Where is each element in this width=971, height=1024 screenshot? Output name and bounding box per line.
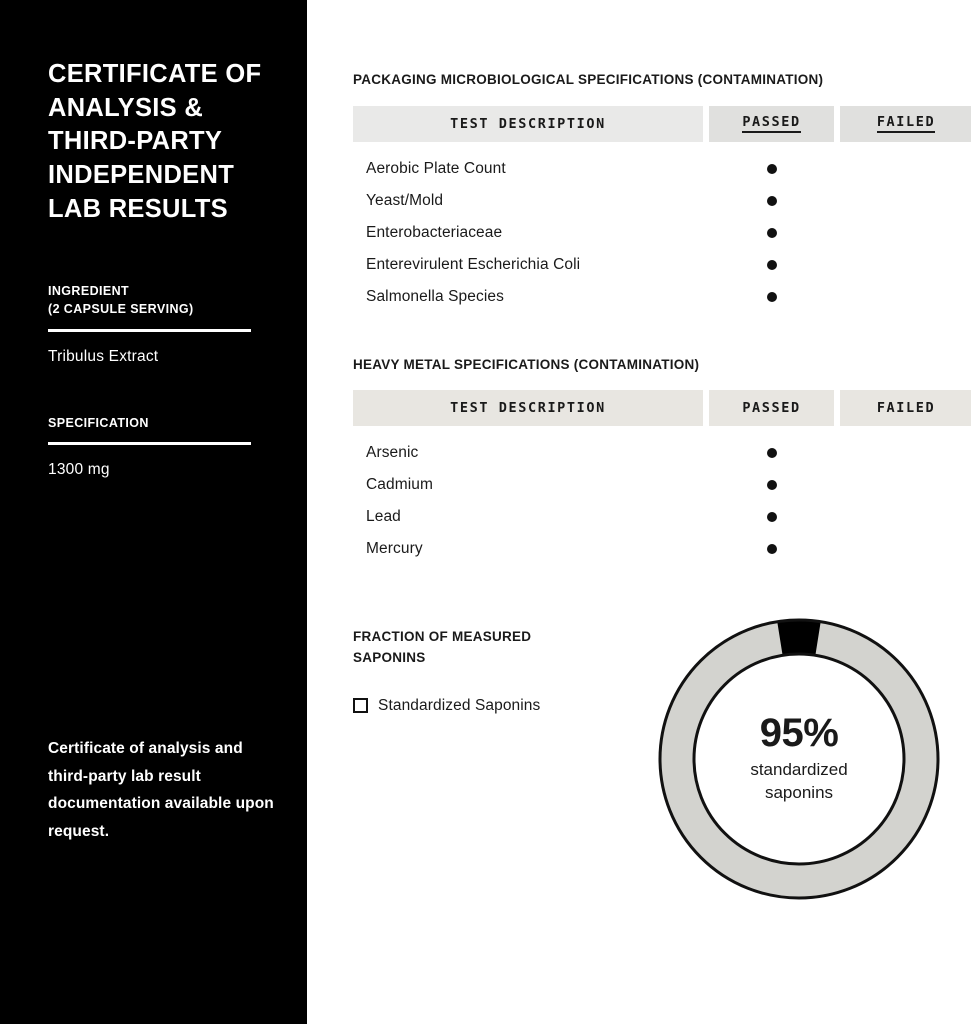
cell-passed	[709, 292, 834, 302]
cell-passed	[709, 164, 834, 174]
passed-dot-icon	[767, 196, 777, 206]
column-header-passed-label: PASSED	[742, 400, 801, 417]
table-row	[353, 153, 971, 185]
saponins-title-line1: FRACTION OF MEASURED	[353, 629, 532, 645]
microbiological-section	[353, 70, 971, 313]
table-row	[353, 469, 971, 501]
column-header-passed-label: PASSED	[742, 114, 800, 133]
passed-dot-icon	[767, 512, 777, 522]
saponins-section-title	[353, 627, 613, 669]
table-header-row	[353, 390, 971, 426]
heavy-metal-table	[353, 390, 971, 565]
cell-passed	[709, 228, 834, 238]
ingredient-divider	[48, 329, 251, 332]
column-header-test-description	[353, 106, 703, 142]
donut-subtitle-line2: saponins	[764, 783, 834, 803]
passed-dot-icon	[767, 544, 777, 554]
specification-value: 1300 mg	[48, 460, 110, 478]
cell-test-description: Aerobic Plate Count	[366, 159, 506, 177]
cell-passed	[709, 448, 834, 458]
ingredient-block	[48, 282, 263, 365]
content-area	[307, 0, 971, 1024]
sidebar	[0, 0, 307, 1024]
passed-dot-icon	[767, 260, 777, 270]
cell-test-description: Enterevirulent Escherichia Coli	[366, 255, 581, 273]
cell-passed	[709, 196, 834, 206]
page-title: CERTIFICATE OF ANALYSIS & THIRD-PARTY INDEPENDENT LAB RESULTS	[48, 60, 262, 223]
donut-subtitle-line1: standardized	[750, 760, 848, 780]
cell-passed	[709, 544, 834, 554]
column-header-failed-label: FAILED	[876, 400, 936, 417]
table-row	[353, 533, 971, 565]
ingredient-value: Tribulus Extract	[48, 347, 159, 365]
cell-test-description: Cadmium	[366, 476, 434, 494]
column-header-failed-label: FAILED	[877, 114, 935, 133]
heavy-metal-section-title: HEAVY METAL SPECIFICATIONS (CONTAMINATION)	[353, 356, 700, 372]
donut-percent-value: 95%	[759, 711, 839, 756]
passed-dot-icon	[767, 228, 777, 238]
cell-passed	[709, 512, 834, 522]
saponins-section	[353, 627, 971, 957]
ingredient-label-line1: INGREDIENT	[48, 284, 130, 299]
heavy-metal-section	[353, 355, 971, 566]
table-row	[353, 185, 971, 217]
table-row	[353, 501, 971, 533]
availability-note: Certificate of analysis and third-party lab result documentation available upon request.	[48, 740, 274, 840]
donut-subtitle	[750, 759, 847, 805]
table-header-row	[353, 106, 971, 142]
ingredient-label	[48, 282, 263, 318]
donut-center-label	[649, 609, 949, 909]
column-header-test-description-label: TEST DESCRIPTION	[450, 400, 606, 417]
column-header-failed	[840, 390, 971, 426]
saponins-title-line2: SAPONINS	[353, 650, 426, 666]
table-row	[353, 437, 971, 469]
table-row	[353, 281, 971, 313]
passed-dot-icon	[767, 480, 777, 490]
table-row	[353, 217, 971, 249]
table-body	[353, 153, 971, 313]
cell-passed	[709, 260, 834, 270]
cell-passed	[709, 480, 834, 490]
passed-dot-icon	[767, 164, 777, 174]
passed-dot-icon	[767, 448, 777, 458]
column-header-passed	[709, 106, 834, 142]
cell-test-description: Arsenic	[366, 444, 419, 462]
column-header-passed	[709, 390, 834, 426]
cell-test-description: Lead	[366, 508, 401, 526]
cell-test-description: Mercury	[366, 540, 423, 558]
specification-label: SPECIFICATION	[48, 415, 149, 430]
specification-divider	[48, 442, 251, 445]
ingredient-label-line2: (2 CAPSULE SERVING)	[48, 302, 194, 317]
legend-label: Standardized Saponins	[378, 696, 541, 714]
cell-test-description: Enterobacteriaceae	[366, 223, 503, 241]
cell-test-description: Salmonella Species	[366, 287, 504, 305]
column-header-failed	[840, 106, 971, 142]
microbiological-table	[353, 106, 971, 313]
table-body	[353, 437, 971, 565]
specification-block	[48, 414, 263, 479]
cell-test-description: Yeast/Mold	[366, 191, 444, 209]
saponins-donut-chart	[649, 609, 949, 909]
column-header-test-description-label: TEST DESCRIPTION	[450, 115, 606, 132]
table-row	[353, 249, 971, 281]
column-header-test-description	[353, 390, 703, 426]
microbiological-section-title: PACKAGING MICROBIOLOGICAL SPECIFICATIONS (CONTAMINATION)	[353, 72, 824, 87]
legend-swatch-icon	[353, 698, 368, 713]
passed-dot-icon	[767, 292, 777, 302]
